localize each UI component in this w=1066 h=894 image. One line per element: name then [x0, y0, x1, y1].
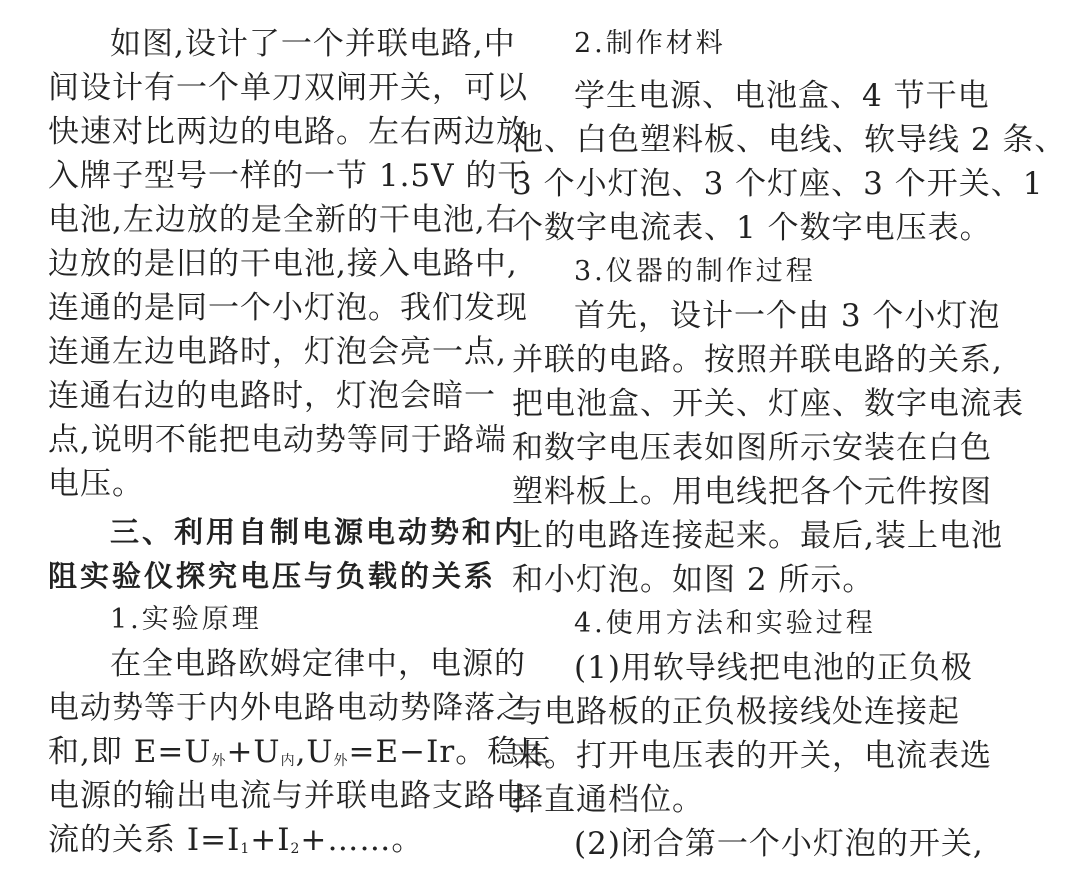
section-heading: [48, 510, 527, 598]
heading-line: 三、利用自制电源电动势和内: [110, 515, 527, 549]
text-line: (1)用软导线把电池的正负极: [574, 650, 973, 686]
text-line: 择直通档位。: [512, 782, 704, 818]
formula-text: 和,即 E=U: [48, 734, 212, 770]
text-line: 并联的电路。按照并联电路的关系,: [512, 342, 1003, 378]
formula-text: +U: [226, 734, 281, 770]
paragraph-step-1: [512, 646, 992, 822]
text-line: 连通左边电路时，灯泡会亮一点,: [48, 334, 507, 370]
formula-subscript: 2: [290, 841, 301, 857]
paragraph-principle: [48, 642, 552, 862]
text-line: 电动势等于内外电路电动势降落之: [48, 690, 528, 726]
subheading-usage: 4.使用方法和实验过程: [574, 608, 876, 639]
text-line: 把电池盒、开关、灯座、数字电流表: [512, 386, 1024, 422]
text-line: 电源的输出电流与并联电路支路电: [48, 778, 528, 814]
text-line: 上的电路连接起来。最后,装上电池: [512, 518, 1003, 554]
text-line: 快速对比两边的电路。左右两边放: [48, 114, 528, 150]
formula-text: 流的关系 I=I: [48, 822, 241, 858]
formula-subscript: 1: [240, 841, 251, 857]
left-column: [48, 22, 552, 862]
text-line: 池、白色塑料板、电线、软导线 2 条、: [512, 122, 1066, 158]
text-line: 塑料板上。用电线把各个元件按图: [512, 474, 992, 510]
paragraph-circuit-comparison: [48, 22, 530, 506]
formula-subscript: 外: [333, 753, 349, 769]
text-line: 个数字电流表、1 个数字电压表。: [512, 210, 992, 246]
text-line: 点,说明不能把电动势等同于路端: [48, 422, 507, 458]
subheading-construction: 3.仪器的制作过程: [574, 256, 816, 287]
text-line: 如图,设计了一个并联电路,中: [110, 26, 516, 62]
text-line: 首先，设计一个由 3 个小灯泡: [574, 298, 1001, 334]
paragraph-materials: [512, 74, 1066, 250]
text-line: 电压。: [48, 466, 144, 502]
text-line: 边放的是旧的干电池,接入电路中,: [48, 246, 518, 282]
text-line: 入牌子型号一样的一节 1.5V 的干: [48, 158, 530, 194]
text-line: 和数字电压表如图所示安装在白色: [512, 430, 992, 466]
formula-line: [48, 730, 552, 774]
text-line: 3 个小灯泡、3 个灯座、3 个开关、1: [512, 166, 1044, 202]
text-line: 连通右边的电路时，灯泡会暗一: [48, 378, 496, 414]
formula-text: =E−Ir。稳压: [348, 734, 552, 770]
text-line: 电池,左边放的是全新的干电池,右: [48, 202, 518, 238]
text-line: 间设计有一个单刀双闸开关，可以: [48, 70, 528, 106]
formula-line: [48, 818, 460, 862]
text-line: 连通的是同一个小灯泡。我们发现: [48, 290, 528, 326]
heading-line: 阻实验仪探究电压与负载的关系: [48, 559, 497, 593]
paragraph-step-2: [512, 822, 984, 866]
text-line: 和小灯泡。如图 2 所示。: [512, 562, 875, 598]
text-line: (2)闭合第一个小灯泡的开关,: [574, 826, 984, 862]
formula-subscript: 内: [280, 753, 296, 769]
subheading-principle: 1.实验原理: [110, 604, 262, 635]
text-line: 与电路板的正负极接线处连接起: [512, 694, 960, 730]
subheading-materials: 2.制作材料: [574, 28, 726, 59]
paragraph-construction: [512, 294, 1024, 602]
text-line: 来。打开电压表的开关，电流表选: [512, 738, 992, 774]
right-column: [512, 22, 1066, 866]
text-line: 学生电源、电池盒、4 节干电: [574, 78, 990, 114]
formula-text: +……。: [300, 822, 424, 858]
formula-subscript: 外: [211, 753, 227, 769]
text-line: 在全电路欧姆定律中，电源的: [110, 646, 526, 682]
formula-text: +I: [250, 822, 291, 858]
formula-text: ,U: [295, 734, 334, 770]
